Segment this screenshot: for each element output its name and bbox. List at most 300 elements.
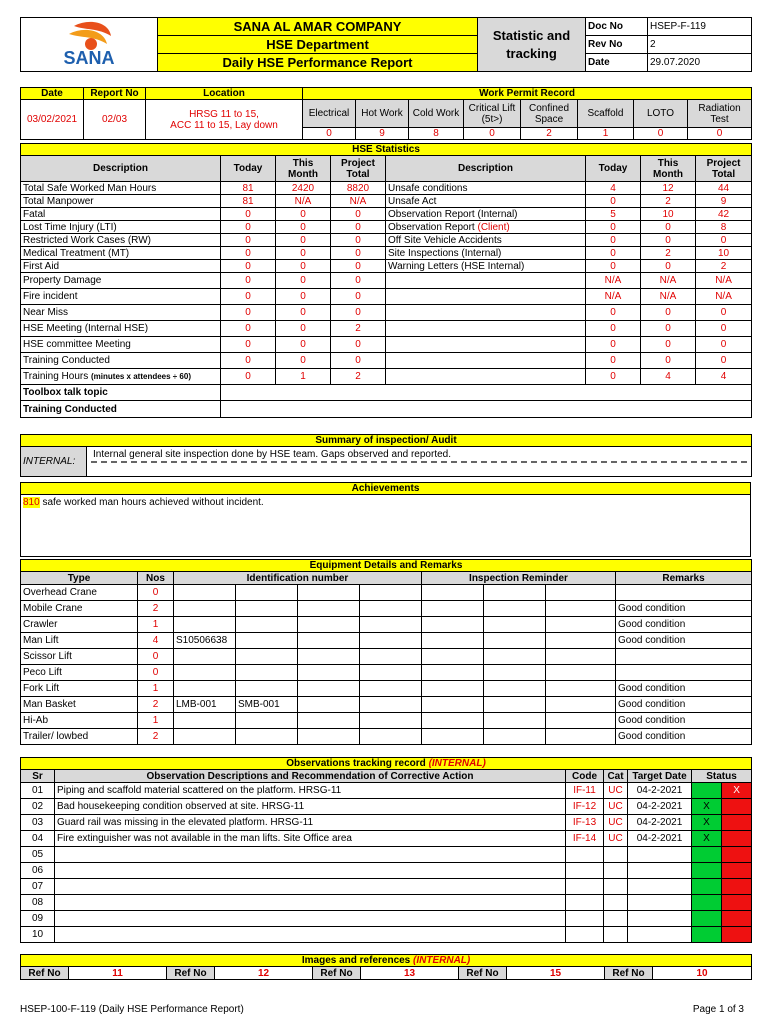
stats-total: 2	[331, 369, 386, 385]
doc-no-value: HSEP-F-119	[648, 18, 752, 36]
obs-sr: 06	[21, 863, 55, 879]
equip-type: Peco Lift	[21, 665, 138, 681]
stats-today2: 0	[586, 305, 641, 321]
equip-blank	[360, 697, 422, 713]
equipment-table	[20, 559, 752, 745]
equip-id1	[174, 681, 236, 697]
equip-id1: S10506638	[174, 633, 236, 649]
stats-today: 0	[221, 289, 276, 305]
equip-blank	[484, 617, 546, 633]
obs-date	[628, 863, 692, 879]
equip-blank	[546, 697, 616, 713]
obs-date: 04-2-2021	[628, 831, 692, 847]
stats-month2: 2	[641, 195, 696, 208]
ref-label-1: Ref No	[167, 967, 215, 980]
stats-today: 0	[221, 337, 276, 353]
stats-desc-header: Description	[21, 156, 221, 182]
stats-desc	[21, 182, 221, 195]
stats-desc-text: Property Damage	[23, 275, 102, 286]
permit-value-1: 9	[356, 128, 409, 140]
equip-blank	[422, 585, 484, 601]
stats-total: 0	[331, 221, 386, 234]
stats-today2: 0	[586, 321, 641, 337]
equipment-row	[21, 649, 752, 665]
observation-row	[21, 815, 752, 831]
stats-month: 0	[276, 337, 331, 353]
stats-month2: 12	[641, 182, 696, 195]
obs-desc: Fire extinguisher was not available in the man lifts. Site Office area	[55, 831, 566, 847]
equipment-row	[21, 585, 752, 601]
obs-status-red	[722, 879, 752, 895]
obs-date	[628, 895, 692, 911]
equip-type: Crawler	[21, 617, 138, 633]
stats-desc2-text: Site Inspections (Internal)	[388, 247, 502, 259]
stats-desc2	[386, 195, 586, 208]
obs-code: IF-11	[566, 783, 604, 799]
doc-no-label: Doc No	[586, 18, 648, 36]
equip-nos: 0	[138, 585, 174, 601]
stats-desc2	[386, 234, 586, 247]
equip-remark: Good condition	[616, 713, 752, 729]
obs-status-header: Status	[692, 770, 752, 783]
permit-label-line1: Scaffold	[587, 108, 624, 119]
stats-month2: 0	[641, 353, 696, 369]
obs-cat	[604, 879, 628, 895]
permit-value-6: 0	[634, 128, 688, 140]
stats-today2: 4	[586, 182, 641, 195]
permit-label-line1: Confined	[528, 102, 570, 114]
permit-value-3: 0	[464, 128, 521, 140]
obs-desc	[55, 847, 566, 863]
equip-blank	[484, 601, 546, 617]
stats-total: 0	[331, 353, 386, 369]
permit-label-5	[578, 100, 634, 128]
observation-row	[21, 783, 752, 799]
stats-desc2	[386, 221, 586, 234]
stats-row	[21, 337, 752, 353]
permit-label-line1: LOTO	[646, 108, 675, 119]
ref-value-3: 15	[507, 967, 605, 980]
obs-status-red	[722, 847, 752, 863]
equip-blank	[360, 665, 422, 681]
obs-cat-header: Cat	[604, 770, 628, 783]
stats-desc2-text: Observation Report	[388, 221, 478, 233]
equip-insp-header: Inspection Reminder	[422, 572, 616, 585]
info-table	[20, 87, 752, 140]
ref-label-4: Ref No	[605, 967, 653, 980]
stats-month: 0	[276, 247, 331, 260]
footer-left: HSEP-100-F-119 (Daily HSE Performance Report)	[20, 1004, 244, 1015]
stats-desc2	[386, 273, 586, 289]
stats-today: 0	[221, 273, 276, 289]
achievements-table	[20, 482, 751, 557]
stats-desc2	[386, 260, 586, 273]
header-table	[20, 17, 752, 72]
toolbox-label: Toolbox talk topic	[21, 385, 221, 401]
obs-date	[628, 927, 692, 943]
stat-title-line2: tracking	[506, 45, 557, 61]
date-label: Date	[586, 54, 648, 72]
obs-status-red	[722, 895, 752, 911]
stats-total2: 0	[696, 353, 752, 369]
work-permit-header: Work Permit Record	[303, 88, 752, 100]
total-h2: Total	[346, 168, 370, 180]
obs-code-header: Code	[566, 770, 604, 783]
total2-h1: Project	[706, 157, 741, 169]
equip-blank	[360, 713, 422, 729]
stats-desc-text: Training Conducted	[23, 355, 110, 366]
equip-id2	[236, 665, 298, 681]
internal-label: INTERNAL:	[21, 447, 87, 477]
obs-date: 04-2-2021	[628, 815, 692, 831]
stats-total: 0	[331, 247, 386, 260]
stats-month: 0	[276, 234, 331, 247]
stats-today2: 0	[586, 369, 641, 385]
stats-desc-sub: (minutes x attendees ÷ 60)	[91, 372, 191, 381]
equipment-row	[21, 617, 752, 633]
stats-total2: 0	[696, 337, 752, 353]
equip-blank	[546, 665, 616, 681]
stats-desc-text: Restricted Work Cases (RW)	[23, 234, 151, 246]
equip-blank	[298, 729, 360, 745]
equipment-row	[21, 713, 752, 729]
obs-sr: 03	[21, 815, 55, 831]
equip-remark: Good condition	[616, 633, 752, 649]
equip-blank	[422, 665, 484, 681]
stats-month2: 0	[641, 260, 696, 273]
stats-desc2-text: Unsafe conditions	[388, 182, 468, 194]
equip-blank	[298, 649, 360, 665]
permit-label-line1: Radiation	[698, 102, 741, 114]
stats-month2-header	[641, 156, 696, 182]
obs-sr: 08	[21, 895, 55, 911]
logo-text: SANA	[63, 48, 115, 68]
stats-month: 0	[276, 321, 331, 337]
rev-no-label: Rev No	[586, 36, 648, 54]
month2-h2: Month	[653, 168, 683, 180]
stats-month2: 0	[641, 321, 696, 337]
stats-month2: 4	[641, 369, 696, 385]
obs-status-red: X	[722, 783, 752, 799]
observation-row	[21, 847, 752, 863]
stats-total: 0	[331, 273, 386, 289]
permit-value-4: 2	[521, 128, 578, 140]
stats-desc2	[386, 247, 586, 260]
stats-month2: 10	[641, 208, 696, 221]
equipment-row	[21, 697, 752, 713]
obs-sr: 09	[21, 911, 55, 927]
stats-desc-text: Total Safe Worked Man Hours	[23, 182, 157, 194]
location-line1: HRSG 11 to 15,	[189, 108, 259, 120]
stats-month2: 2	[641, 247, 696, 260]
observations-title	[21, 758, 752, 770]
equip-type: Overhead Crane	[21, 585, 138, 601]
stats-total: N/A	[331, 195, 386, 208]
equip-nos: 0	[138, 665, 174, 681]
stats-total2: 42	[696, 208, 752, 221]
obs-sr: 01	[21, 783, 55, 799]
stats-today: 0	[221, 234, 276, 247]
obs-code: IF-12	[566, 799, 604, 815]
ref-value-4: 10	[653, 967, 752, 980]
equipment-title: Equipment Details and Remarks	[21, 560, 752, 572]
equip-remark: Good condition	[616, 617, 752, 633]
equip-nos: 1	[138, 617, 174, 633]
equip-nos: 1	[138, 681, 174, 697]
equip-blank	[360, 585, 422, 601]
obs-cat: UC	[604, 815, 628, 831]
equip-blank	[360, 649, 422, 665]
equip-blank	[546, 649, 616, 665]
obs-code	[566, 911, 604, 927]
equip-nos-header: Nos	[138, 572, 174, 585]
observations-title-internal: (INTERNAL)	[428, 758, 486, 769]
stats-month2: 0	[641, 337, 696, 353]
equip-blank	[298, 681, 360, 697]
permit-label-3	[464, 100, 521, 128]
stats-desc-text: HSE Meeting (Internal HSE)	[23, 323, 149, 334]
stats-today: 81	[221, 195, 276, 208]
stats-today: 0	[221, 247, 276, 260]
stats-total2: N/A	[696, 273, 752, 289]
equip-remark: Good condition	[616, 601, 752, 617]
stats-total2: 9	[696, 195, 752, 208]
stat-title	[478, 18, 586, 72]
total2-h2: Total	[711, 168, 736, 180]
equipment-row	[21, 633, 752, 649]
stats-desc-text: HSE committee Meeting	[23, 339, 131, 350]
equip-blank	[360, 601, 422, 617]
obs-cat	[604, 863, 628, 879]
stats-month: N/A	[276, 195, 331, 208]
equip-blank	[298, 601, 360, 617]
stats-total: 0	[331, 305, 386, 321]
stats-desc	[21, 369, 221, 385]
obs-cat	[604, 927, 628, 943]
stats-desc2	[386, 289, 586, 305]
obs-status-green: X	[692, 815, 722, 831]
stats-total: 8820	[331, 182, 386, 195]
observation-row	[21, 799, 752, 815]
ref-value-1: 12	[215, 967, 313, 980]
equip-id1	[174, 729, 236, 745]
total-h1: Project	[341, 157, 375, 169]
stats-month: 0	[276, 208, 331, 221]
equip-id2	[236, 585, 298, 601]
stats-total2: 2	[696, 260, 752, 273]
obs-date	[628, 879, 692, 895]
stats-today2: 5	[586, 208, 641, 221]
stats-month2: 0	[641, 234, 696, 247]
equipment-row	[21, 729, 752, 745]
obs-status-green	[692, 847, 722, 863]
company-name: SANA AL AMAR COMPANY	[158, 18, 478, 36]
obs-cat	[604, 911, 628, 927]
stats-desc-text: Near Miss	[23, 307, 69, 318]
permit-label-line1: Hot Work	[361, 108, 403, 119]
equip-blank	[298, 665, 360, 681]
obs-code: IF-13	[566, 815, 604, 831]
stats-row	[21, 369, 752, 385]
equip-id2	[236, 681, 298, 697]
stats-desc2	[386, 337, 586, 353]
obs-sr: 10	[21, 927, 55, 943]
obs-code	[566, 863, 604, 879]
equip-remark: Good condition	[616, 697, 752, 713]
stats-desc-text: Lost Time Injury (LTI)	[23, 221, 117, 233]
permit-label-line1: Electrical	[308, 108, 350, 119]
obs-desc	[55, 927, 566, 943]
stats-row	[21, 221, 752, 234]
stats-total: 0	[331, 208, 386, 221]
stats-title: HSE Statistics	[21, 144, 752, 156]
equip-blank	[484, 729, 546, 745]
permit-value-2: 8	[409, 128, 464, 140]
equip-id2	[236, 713, 298, 729]
permit-label-line2: (5t>)	[481, 113, 503, 125]
observation-row	[21, 879, 752, 895]
equip-blank	[546, 729, 616, 745]
equip-blank	[546, 713, 616, 729]
equip-id1	[174, 665, 236, 681]
obs-status-green: X	[692, 799, 722, 815]
stats-desc	[21, 234, 221, 247]
stats-total2: 0	[696, 321, 752, 337]
obs-desc	[55, 911, 566, 927]
stats-desc	[21, 247, 221, 260]
stats-total2: 4	[696, 369, 752, 385]
equip-remark: Good condition	[616, 681, 752, 697]
stats-total2: 0	[696, 234, 752, 247]
obs-status-red	[722, 831, 752, 847]
equip-blank	[546, 601, 616, 617]
stats-desc2	[386, 353, 586, 369]
stats-today: 0	[221, 260, 276, 273]
stats-desc	[21, 289, 221, 305]
stats-today: 0	[221, 221, 276, 234]
permit-value-7: 0	[688, 128, 752, 140]
stats-today: 0	[221, 305, 276, 321]
obs-code	[566, 895, 604, 911]
stats-desc2-text: Observation Report (Internal)	[388, 208, 518, 220]
images-table	[20, 954, 752, 980]
stats-desc	[21, 321, 221, 337]
dashed-line	[91, 461, 747, 463]
equip-blank	[422, 601, 484, 617]
stats-month: 0	[276, 305, 331, 321]
sana-logo-icon	[29, 18, 149, 68]
equip-id1: LMB-001	[174, 697, 236, 713]
obs-desc	[55, 895, 566, 911]
equip-type: Fork Lift	[21, 681, 138, 697]
obs-sr: 02	[21, 799, 55, 815]
achievements-cell	[21, 495, 751, 557]
equip-blank	[546, 633, 616, 649]
equip-blank	[546, 585, 616, 601]
stats-desc	[21, 208, 221, 221]
stats-today-header: Today	[221, 156, 276, 182]
equip-nos: 2	[138, 601, 174, 617]
permit-value-0: 0	[303, 128, 356, 140]
equip-remark	[616, 649, 752, 665]
observation-row	[21, 863, 752, 879]
equip-remark: Good condition	[616, 729, 752, 745]
equip-type: Scissor Lift	[21, 649, 138, 665]
obs-date-header: Target Date	[628, 770, 692, 783]
equip-id2	[236, 601, 298, 617]
obs-status-red	[722, 815, 752, 831]
logo	[21, 18, 158, 72]
equip-remarks-header: Remarks	[616, 572, 752, 585]
permit-label-4	[521, 100, 578, 128]
images-title-internal: (INTERNAL)	[413, 955, 471, 966]
month2-h1: This	[657, 157, 679, 169]
equip-blank	[422, 729, 484, 745]
stats-month: 2420	[276, 182, 331, 195]
observations-table	[20, 757, 752, 943]
obs-status-green	[692, 863, 722, 879]
obs-status-red	[722, 927, 752, 943]
obs-status-green	[692, 879, 722, 895]
stats-today2: 0	[586, 234, 641, 247]
stats-row	[21, 234, 752, 247]
equip-id1	[174, 585, 236, 601]
equip-blank	[298, 697, 360, 713]
equip-blank	[484, 697, 546, 713]
equip-blank	[360, 729, 422, 745]
stats-desc2	[386, 305, 586, 321]
date-header: Date	[21, 88, 84, 100]
equip-id1	[174, 649, 236, 665]
stats-desc2-text: Warning Letters (HSE Internal)	[388, 260, 525, 272]
obs-status-green	[692, 895, 722, 911]
observation-row	[21, 927, 752, 943]
stats-total: 2	[331, 321, 386, 337]
stat-title-line1: Statistic and	[492, 27, 571, 43]
stats-desc2-header: Description	[386, 156, 586, 182]
toolbox-value	[221, 385, 752, 401]
report-no-header: Report No	[84, 88, 146, 100]
stats-desc-text: Training Hours	[23, 371, 91, 382]
obs-status-red	[722, 911, 752, 927]
obs-date: 04-2-2021	[628, 783, 692, 799]
stats-total2: 10	[696, 247, 752, 260]
permit-label-line2: Space	[534, 113, 564, 125]
month-h1: This	[292, 157, 314, 169]
stats-desc2-text: Off Site Vehicle Accidents	[388, 234, 502, 246]
stats-desc2-text: Unsafe Act	[388, 195, 437, 207]
inspection-text-cell	[87, 447, 752, 477]
equip-id1	[174, 713, 236, 729]
equip-blank	[484, 713, 546, 729]
equip-blank	[422, 633, 484, 649]
stats-desc2	[386, 369, 586, 385]
equip-type: Hi-Ab	[21, 713, 138, 729]
equip-type-header: Type	[21, 572, 138, 585]
stats-today2: 0	[586, 247, 641, 260]
achievements-title: Achievements	[21, 483, 751, 495]
stats-desc	[21, 260, 221, 273]
equip-blank	[298, 585, 360, 601]
stats-desc	[21, 221, 221, 234]
equip-blank	[484, 633, 546, 649]
stats-month2: 0	[641, 305, 696, 321]
obs-status-green: X	[692, 831, 722, 847]
equip-blank	[298, 713, 360, 729]
stats-desc	[21, 337, 221, 353]
achievement-text: safe worked man hours achieved without incident.	[39, 497, 264, 508]
stats-total2: N/A	[696, 289, 752, 305]
